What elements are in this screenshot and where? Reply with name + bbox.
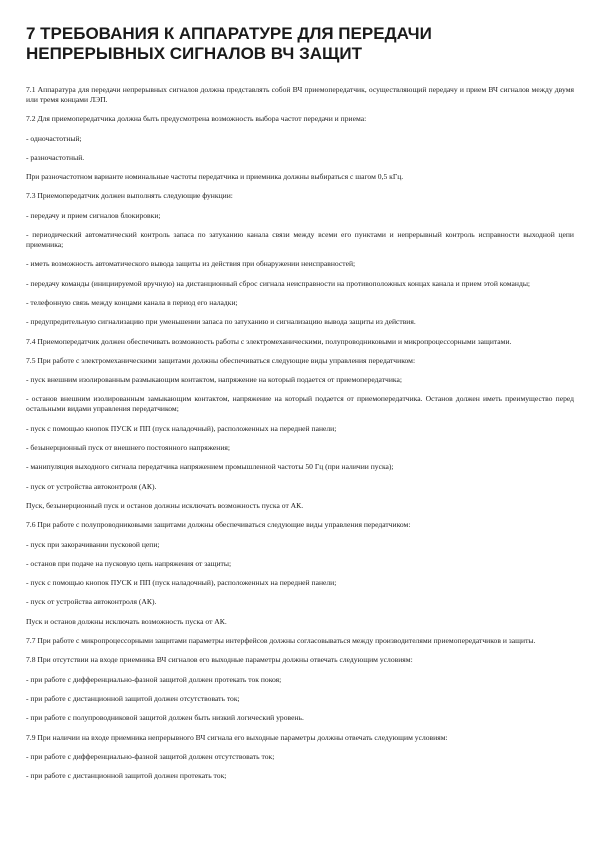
document-paragraph: - пуск с помощью кнопок ПУСК и ПП (пуск наладочный), расположенных на передней панели; [26,578,337,588]
document-paragraph: - одночастотный; [26,133,82,143]
document-paragraph: 7.6 При работе с полупроводниковыми защитами должны обеспечиваться следующие виды управления передатчиком: [26,520,411,530]
document-paragraph: - передачу команды (инициируемой вручную) на дистанционный сброс сигнала неисправности на противоположных концах канала и прием этой команды; [26,278,531,288]
document-paragraph: При разночастотном варианте номинальные частоты передатчика и приемника должны выбираться с шагом 0,5 кГц. [26,172,404,182]
document-paragraph: - пуск от устройства автоконтроля (АК). [26,597,157,607]
document-paragraph: 7.2 Для приемопередатчика должна быть предусмотрена возможность выбора частот передачи и приема: [26,114,367,124]
section-title [26,24,574,64]
document-paragraph: - передачу и прием сигналов блокировки; [26,210,161,220]
document-paragraph: Пуск, безынерционный пуск и останов должны исключать возможность пуска от АК. [26,500,304,510]
document-paragraph: - разночастотный. [26,152,85,162]
document-paragraph: Пуск и останов должны исключать возможность пуска от АК. [26,616,227,626]
document-paragraph: - при работе с дифференциально-фазной защитой должен протекать ток покоя; [26,674,282,684]
document-paragraph: 7.9 При наличии на входе приемника непрерывного ВЧ сигнала его выходные параметры должны отвечать следующим условиям: [26,732,448,742]
document-paragraph: - останов внешним изолированным замыкающим контактом, напряжение на который подается от приемопередатчика. Останов должен иметь преимущество перед остальными видами управления передатчиком; [26,394,574,414]
document-paragraph: - иметь возможность автоматического вывода защиты из действия при обнаружении неисправностей; [26,259,356,269]
document-paragraph: - останов при подаче на пусковую цепь напряжения от защиты; [26,558,232,568]
document-paragraph: - пуск от устройства автоконтроля (АК). [26,481,157,491]
document-paragraph: - пуск внешним изолированным размыкающим контактом, напряжение на который подается от приемопередатчика; [26,375,402,385]
document-paragraph: 7.8 При отсутствии на входе приемника ВЧ сигналов его выходные параметры должны отвечать следующим условиям: [26,655,413,665]
document-page [26,24,574,790]
document-paragraph: - периодический автоматический контроль запаса по затуханию канала связи между всеми его пунктами и непрерывный контроль исправности выходной цепи приемника; [26,230,574,250]
document-paragraph: - манипуляция выходного сигнала передатчика напряжением промышленной частоты 50 Гц (при наличии пуска); [26,462,394,472]
section-title-line-2: НЕПРЕРЫВНЫХ СИГНАЛОВ ВЧ ЗАЩИТ [26,44,362,63]
document-paragraph: - при работе с дистанционной защитой должен протекать ток; [26,771,227,781]
document-paragraph: - пуск с помощью кнопок ПУСК и ПП (пуск наладочный), расположенных на передней панели; [26,423,337,433]
section-title-line-1: 7 ТРЕБОВАНИЯ К АППАРАТУРЕ ДЛЯ ПЕРЕДАЧИ [26,24,432,43]
document-paragraph: - при работе с дистанционной защитой должен отсутствовать ток; [26,693,240,703]
document-paragraph: - при работе с дифференциально-фазной защитой должен отсутствовать ток; [26,751,275,761]
document-paragraph: 7.7 При работе с микропроцессорными защитами параметры интерфейсов должны согласовываться между производителями приемопередатчиков и защиты. [26,636,536,646]
document-paragraph: - при работе с полупроводниковой защитой должен быть низкий логический уровень. [26,713,304,723]
document-paragraph: 7.5 При работе с электромеханическими защитами должны обеспечиваться следующие виды управления передатчиком: [26,355,416,365]
document-paragraph: 7.3 Приемопередатчик должен выполнять следующие функции: [26,191,233,201]
document-paragraph: - предупредительную сигнализацию при уменьшении запаса по затуханию и сигнализацию вывода защиты из действия. [26,317,416,327]
document-paragraph: - телефонную связь между концами канала в период его наладки; [26,297,238,307]
document-paragraph: - пуск при закорачивании пусковой цепи; [26,539,160,549]
document-paragraph: 7.1 Аппаратура для передачи непрерывных сигналов должна представлять собой ВЧ приемопередатчик, осуществляющий передачу и прием ВЧ сигналов между двумя или тремя концами ЛЭП. [26,85,574,104]
document-paragraph: - безынерционный пуск от внешнего постоянного напряжения; [26,443,231,453]
document-body [26,85,574,781]
document-paragraph: 7.4 Приемопередатчик должен обеспечивать возможность работы с электромеханическими, полупроводниковыми и микропроцессорными защитами. [26,336,512,346]
